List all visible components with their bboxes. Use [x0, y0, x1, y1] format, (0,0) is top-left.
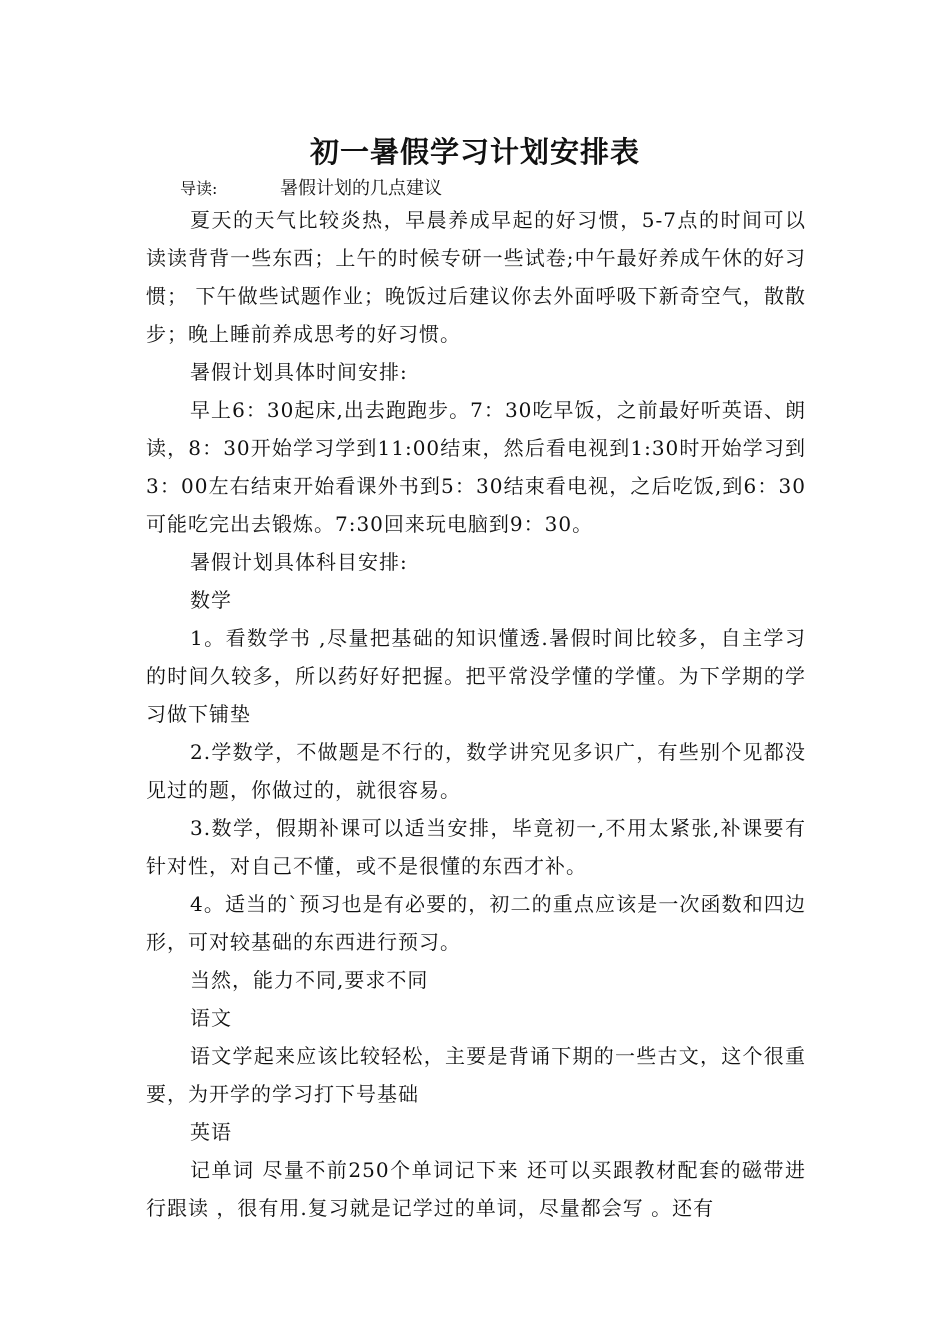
paragraph-chinese: 语文学起来应该比较轻松，主要是背诵下期的一些古文，这个很重要，为开学的学习打下号基础 [146, 1044, 806, 1106]
intro-line [180, 174, 442, 200]
paragraph-daily-schedule: 早上6：30起床,出去跑跑步。7：30吃早饭，之前最好听英语、朗读，8：30开始学习学到11:00结束，然后看电视到1:30时开始学习到3：00左右结束开始看课外书到5：30结束看电视，之后吃饭,到6：30可能吃完出去锻炼。7:30回来玩电脑到9：30。 [146, 398, 806, 536]
heading-chinese: 语文 [190, 1006, 232, 1030]
document-body [146, 201, 806, 1227]
paragraph-english: 记单词 尽量不前250个单词记下来 还可以买跟教材配套的磁带进行跟读 ，很有用.复习就是记学过的单词，尽量都会写 。还有 [146, 1158, 806, 1220]
math-item-3: 3.数学，假期补课可以适当安排，毕竟初一,不用太紧张,补课要有针对性，对自己不懂，或不是很懂的东西才补。 [146, 816, 806, 878]
document-title: 初一暑假学习计划安排表 [309, 135, 640, 169]
heading-subject-schedule: 暑假计划具体科目安排: [190, 550, 408, 574]
intro-text: 暑假计划的几点建议 [280, 178, 442, 199]
math-item-4: 4。适当的`预习也是有必要的，初二的重点应该是一次函数和四边形，可对较基础的东西进行预习。 [146, 892, 806, 954]
heading-english: 英语 [190, 1120, 232, 1144]
heading-time-schedule: 暑假计划具体时间安排: [190, 360, 408, 384]
math-item-2: 2.学数学，不做题是不行的，数学讲究见多识广，有些别个见都没见过的题，你做过的，就很容易。 [146, 740, 806, 802]
math-note: 当然，能力不同,要求不同 [190, 968, 429, 992]
math-item-1: 1。看数学书 ,尽量把基础的知识懂透.暑假时间比较多，自主学习的时间久较多，所以药好好把握。把平常没学懂的学懂。为下学期的学习做下铺垫 [146, 626, 806, 726]
intro-label: 导读: [180, 179, 218, 198]
heading-math: 数学 [190, 588, 232, 612]
paragraph-morning-advice: 夏天的天气比较炎热，早晨养成早起的好习惯，5-7点的时间可以读读背背一些东西；上午的时候专研一些试卷;中午最好养成午休的好习惯； 下午做些试题作业；晚饭过后建议你去外面呼吸下新奇空气，散散步；晚上睡前养成思考的好习惯。 [146, 208, 806, 346]
